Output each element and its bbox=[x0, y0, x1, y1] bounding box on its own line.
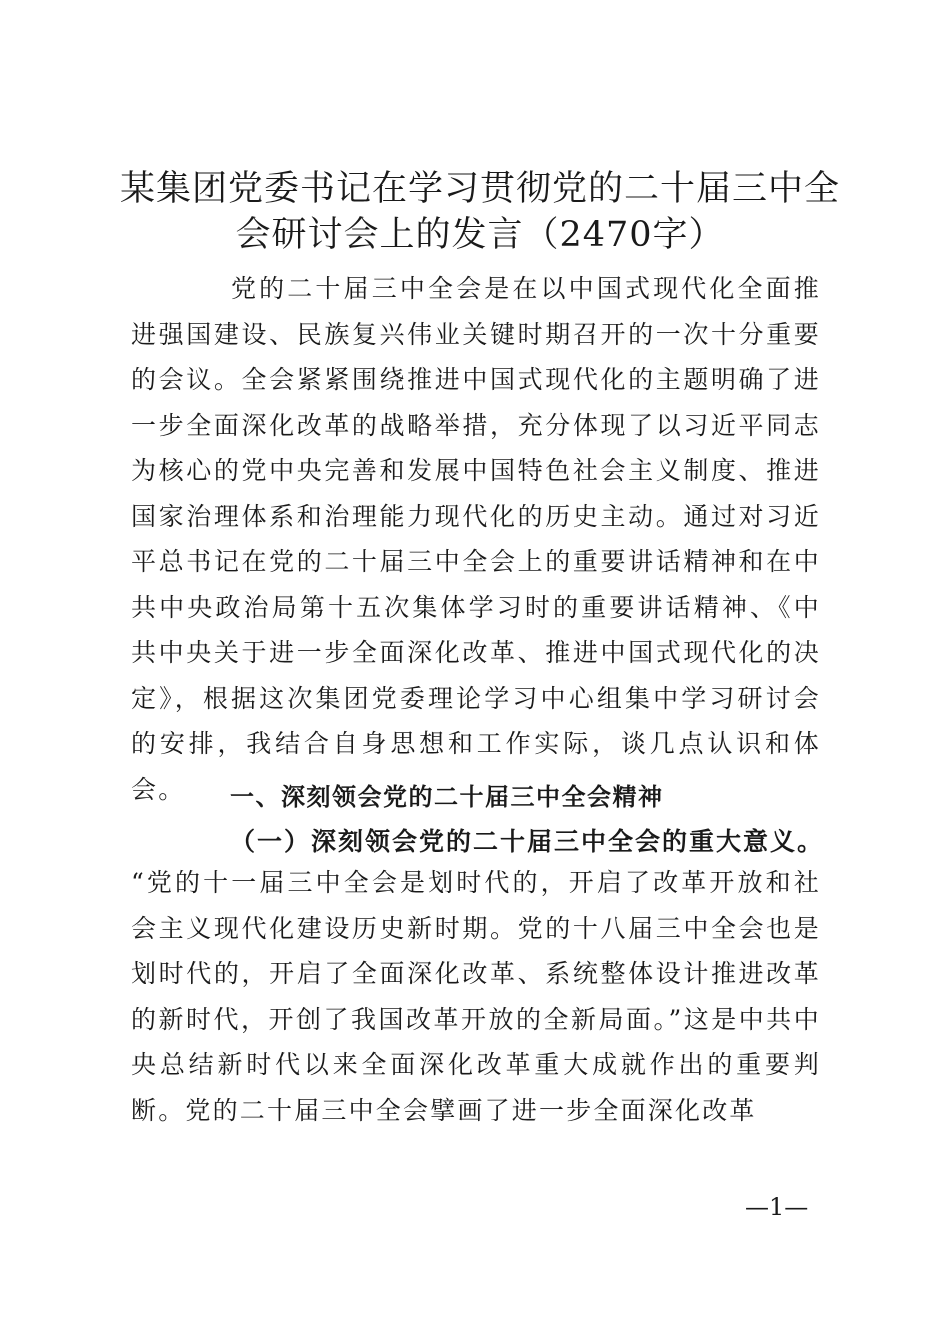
page-number: —1— bbox=[745, 1193, 809, 1221]
subsection-heading: （一）深刻领会党的二十届三中全会的重大意义。 bbox=[230, 827, 825, 856]
intro-paragraph: 党的二十届三中全会是在以中国式现代化全面推进强国建设、民族复兴伟业关键时期召开的一次十分重要的会议。全会紧紧围绕推进中国式现代化的主题明确了进一步全面深化改革的战略举措，充分体现了以习近平同志为核心的党中央完善和发展中国特色社会主义制度、推进国家治理体系和治理能力现代化的历史主动。通过对习近平总书记在党的二十届三中全会上的重要讲话精神和在中共中央政治局第十五次集体学习时的重要讲话精神、《中共中央关于进一步全面深化改革、推进中国式现代化的决定》，根据这次集团党委理论学习中心组集中学习研讨会的安排，我结合自身思想和工作实际，谈几点认识和体会。 bbox=[131, 274, 821, 804]
section-paragraph: “党的十一届三中全会是划时代的，开启了改革开放和社会主义现代化建设历史新时期。党的十八届三中全会也是划时代的，开启了全面深化改革、系统整体设计推进改革的新时代，开创了我国改革开放的全新局面。”这是中共中央总结新时代以来全面深化改革重大成就作出的重要判断。党的二十届三中全会擘画了进一步全面深化改革 bbox=[131, 868, 821, 1125]
section-heading: 一、深刻领会党的二十届三中全会精神 bbox=[230, 783, 664, 811]
document-title: 某集团党委书记在学习贯彻党的二十届三中全会研讨会上的发言（2470字） bbox=[119, 169, 840, 255]
